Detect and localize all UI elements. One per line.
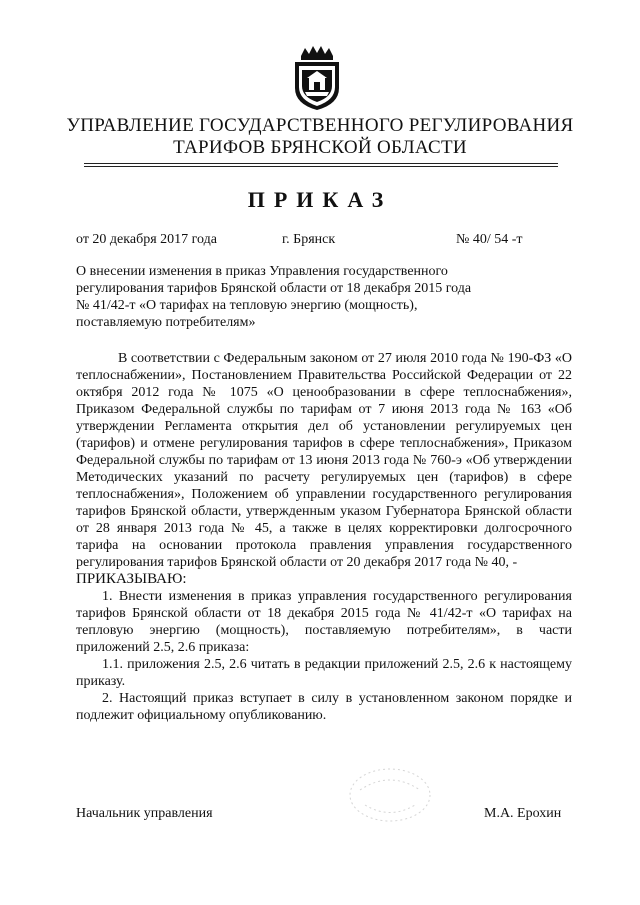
signer-name: М.А. Ерохин <box>484 806 562 821</box>
signer-position: Начальник управления <box>76 806 213 821</box>
order-body <box>76 350 572 724</box>
order-date: от 20 декабря 2017 года <box>76 232 217 247</box>
order-number: № 40/ 54 -т <box>456 232 523 247</box>
order-item-2: 2. Настоящий приказ вступает в силу в установленном законом порядке и подлежит официальному опубликованию. <box>76 691 572 723</box>
coat-of-arms-icon <box>289 44 345 112</box>
order-item-1-1: 1.1. приложения 2.5, 2.6 читать в редакции приложений 2.5, 2.6 к настоящему приказу. <box>76 657 572 689</box>
subject-line: регулирования тарифов Брянской области от 18 декабря 2015 года <box>76 281 472 296</box>
order-subject <box>76 263 536 331</box>
order-item-1: 1. Внести изменения в приказ управления государственного регулирования тарифов Брянской области от 18 декабря 2015 года № 41/42-т «О тарифах на тепловую энергию (мощность), поставляемую потребителям», в части приложений 2.5, 2.6 приказа: <box>76 589 572 655</box>
faint-stamp-icon <box>335 760 445 830</box>
document-title: ПРИКАЗ <box>247 187 393 212</box>
subject-line: поставляемую потребителям» <box>76 315 256 330</box>
order-city: г. Брянск <box>282 232 336 247</box>
subject-line: О внесении изменения в приказ Управления государственного <box>76 264 448 279</box>
org-name-line-1: УПРАВЛЕНИЕ ГОСУДАРСТВЕННОГО РЕГУЛИРОВАНИЯ <box>66 115 574 136</box>
header-divider-top <box>84 163 558 164</box>
preamble-paragraph: В соответствии с Федеральным законом от 27 июля 2010 года № 190-ФЗ «О теплоснабжении», Постановлением Правительства Российской Федерации от 22 октября 2012 года № 1075 «О ценообразовании в сфере теплоснабжения», Приказом Федеральной службы по тарифам от 7 июня 2013 года № 163 «Об утверждении Регламента открытия дел об установлении регулируемых цен (тарифов) и отмене регулирования тарифов в сфере теплоснабжения», Приказом Федеральной службы по тарифам от 13 июня 2013 года № 760-э «Об утверждении Методических указаний по расчету регулируемых цен (тарифов) в сфере теплоснабжения», Положением об управлении государственного регулирования тарифов Брянской области, утвержденным указом Губернатора Брянской области от 28 января 2013 года № 45, а также в целях корректировки долгосрочного тарифа на основании протокола правления управления государственного регулирования тарифов Брянской области от 20 декабря 2017 года № 40, - <box>76 351 572 570</box>
order-word: ПРИКАЗЫВАЮ: <box>76 571 187 587</box>
subject-line: № 41/42-т «О тарифах на тепловую энергию (мощность), <box>76 298 418 313</box>
header-divider-bottom <box>84 166 558 167</box>
org-name-line-2: ТАРИФОВ БРЯНСКОЙ ОБЛАСТИ <box>173 137 467 158</box>
